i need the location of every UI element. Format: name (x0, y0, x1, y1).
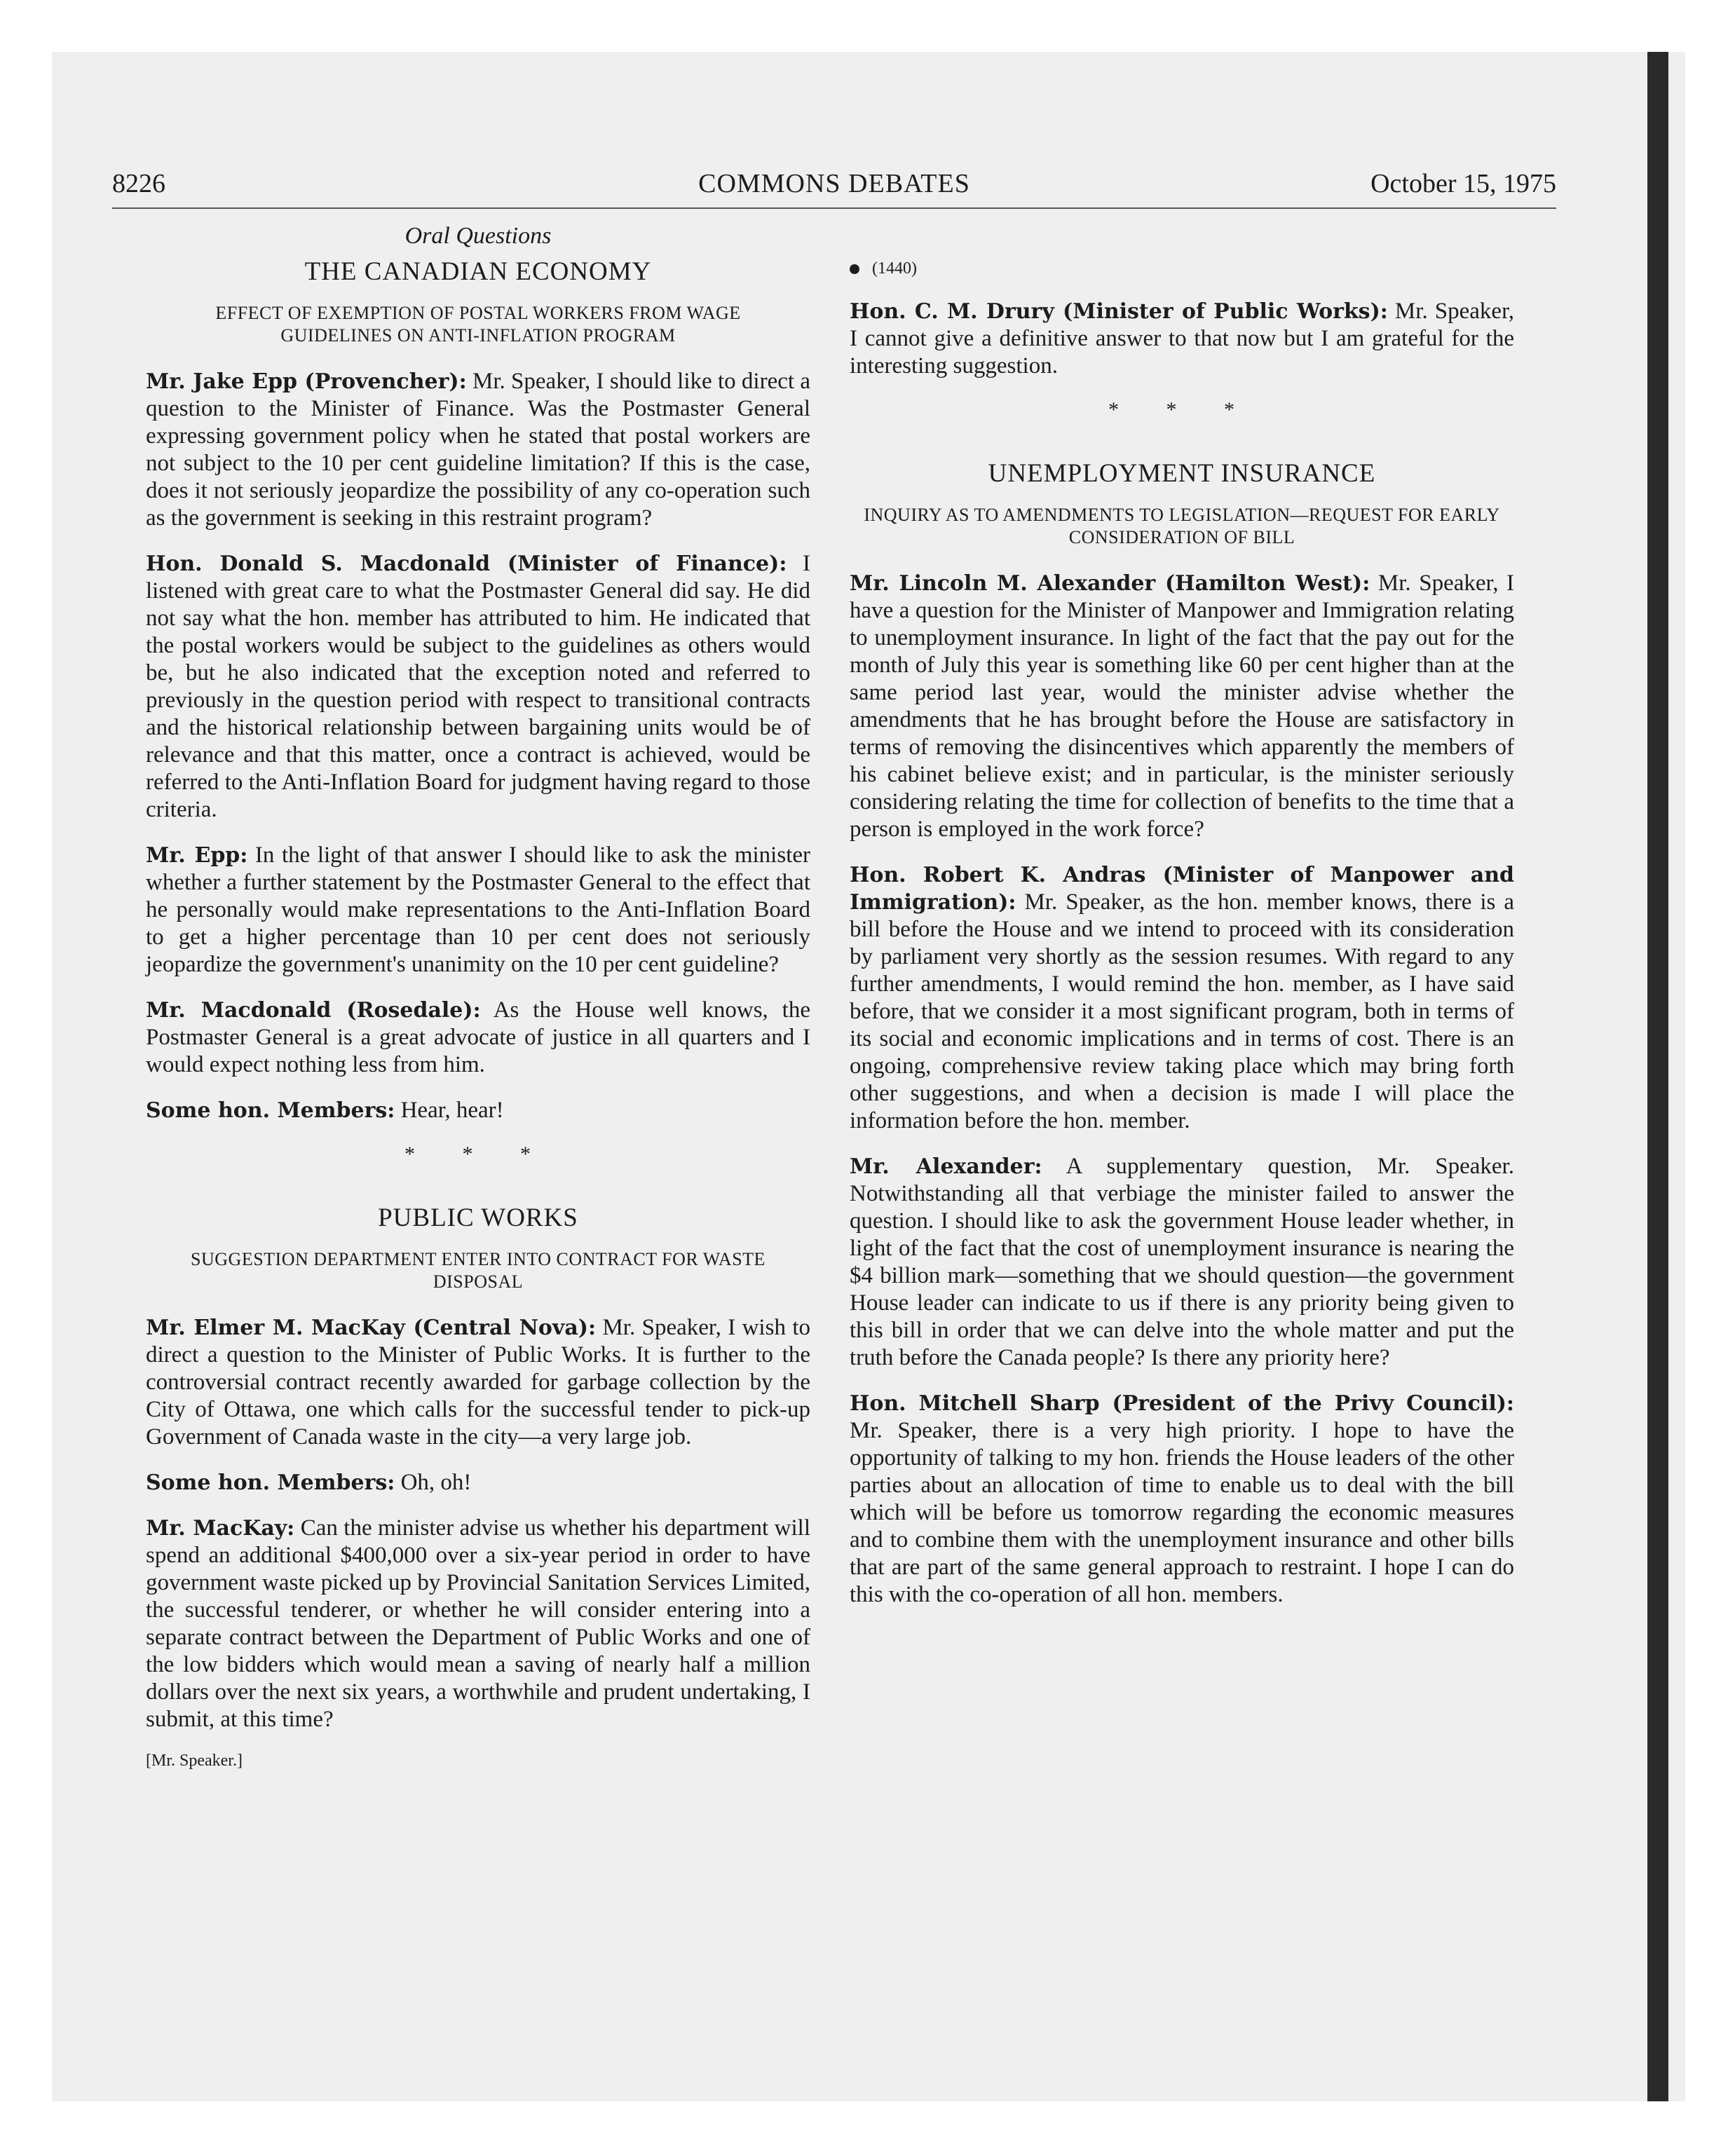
page-number: 8226 (112, 169, 165, 198)
topic-subheading: SUGGESTION DEPARTMENT ENTER INTO CONTRACT FOR WASTE DISPOSAL (191, 1249, 766, 1292)
speech-paragraph (146, 997, 810, 1079)
topic-heading: UNEMPLOYMENT INSURANCE (988, 459, 1376, 488)
speech-text: Mr. Speaker, I wish to direct a question to the Minister of Public Works. It is further to the controversial contract recently awarded for garbage collection by the City of Ottawa, one which calls for the successful tender to pick-up Government of Canada waste in the city—a very large job. (146, 1315, 810, 1449)
speech-text: Mr. Speaker, there is a very high priority. I hope to have the opportunity of talking to my hon. friends the House leaders of the other parties about an allocation of time to enable us to deal with the bill which will be before us tomorrow regarding the economic measures and to combine them with the unemployment insurance and other bills that are part of the same general approach to restraint. I hope I can do this with the co-operation of all hon. members. (850, 1418, 1514, 1607)
speaker-name: Mr. Elmer M. MacKay (Central Nova): (146, 1316, 597, 1340)
bullet-icon (850, 264, 859, 274)
section-label: Oral Questions (404, 223, 552, 249)
section-separator: * * * (404, 1142, 552, 1166)
speech-paragraph (146, 842, 810, 978)
topic-subheading: INQUIRY AS TO AMENDMENTS TO LEGISLATION—REQUEST FOR EARLY CONSIDERATION OF BILL (864, 505, 1500, 547)
publication-title: COMMONS DEBATES (698, 169, 970, 198)
speaker-name: Hon. C. M. Drury (Minister of Public Works): (850, 299, 1388, 324)
topic-heading: PUBLIC WORKS (378, 1203, 578, 1232)
speech-text: Mr. Speaker, as the hon. member knows, there is a bill before the House and we intend to proceed with its consideration by parliament very shortly as the session resumes. With regard to any further amendments, I would remind the hon. member, as I have said before, that we consider it a most significant program, both in terms of its social and economic implications and in terms of cost. There is an ongoing, comprehensive review taking place which may bring forth other suggestions, and when a decision is made I will place the information before the hon. member. (850, 889, 1514, 1133)
speaker-name: Mr. Lincoln M. Alexander (Hamilton West): (850, 571, 1370, 596)
speech-paragraph (146, 1097, 810, 1124)
section-separator: * * * (1108, 398, 1256, 421)
speech-paragraph (850, 1153, 1514, 1372)
speech-text: In the light of that answer I should like to ask the minister whether a further statement by the Postmaster General to the effect that he personally would make representations to the Anti-Inflation Board to get a higher percentage than 10 per cent does not seriously jeopardize the government's unanimity on the 10 per cent guideline? (146, 842, 810, 977)
running-header (112, 168, 1556, 209)
speech-paragraph (850, 570, 1514, 843)
speaker-name: Mr. Macdonald (Rosedale): (146, 998, 481, 1023)
speech-paragraph (146, 1515, 810, 1733)
publication-date: October 15, 1975 (1370, 169, 1556, 198)
speech-text: A supplementary question, Mr. Speaker. Notwithstanding all that verbiage the minister failed to answer the question. I should like to ask the government House leader whether, in light of the fact that the cost of unemployment insurance is nearing the $4 billion mark—something that we should question—the government House leader can indicate to us if there is any priority being given to this bill in order that we can delve into the whole matter and put the truth before the Canada people? Is there any priority here? (850, 1154, 1514, 1370)
speech-text: Mr. Speaker, I have a question for the Minister of Manpower and Immigration relating to unemployment insurance. In light of the fact that the pay out for the month of July this year is something like 60 per cent higher than at the same period last year, would the minister advise whether the amendments that he has brought before the House are satisfactory in terms of removing the disincentives which apparently the members of his cabinet believe exist; and in particular, is the minister seriously considering relating the time for collection of benefits to the time that a person is employed in the work force? (850, 571, 1515, 842)
speech-paragraph (146, 550, 810, 824)
time-marker-text: (1440) (872, 259, 917, 278)
speaker-name: Some hon. Members: (146, 1098, 395, 1123)
speech-text: Mr. Speaker, I should like to direct a question to the Minister of Finance. Was the Postmaster General expressing government policy when he stated that postal workers are not subject to the 10 per cent guideline limitation? If this is the case, does it not seriously jeopardize the possibility of any co-operation such as the government is seeking in this restraint program? (146, 369, 810, 531)
topic-subheading: EFFECT OF EXEMPTION OF POSTAL WORKERS FROM WAGE GUIDELINES ON ANTI-INFLATION PROGRAM (215, 303, 741, 346)
scan-edge-shadow (1647, 52, 1668, 2101)
speech-paragraph (146, 368, 810, 532)
speech-text: I listened with great care to what the Postmaster General did say. He did not say what the hon. member has attributed to him. He indicated that the postal workers would be subject to the guidelines as others would be, but he also indicated that the exception noted and referred to previously in the question period with respect to transitional contracts and the historical relationship between bargaining units would be of relevance and that this matter, once a contract is achieved, would be referred to the Anti-Inflation Board for judgment having regard to those criteria. (146, 551, 810, 822)
speech-text: Mr. Speaker, I cannot give a definitive answer to that now but I am grateful for the interesting suggestion. (850, 299, 1514, 378)
speech-paragraph (850, 861, 1514, 1135)
footer-note: [Mr. Speaker.] (146, 1752, 243, 1770)
speech-paragraph (850, 298, 1514, 380)
right-column (850, 223, 1514, 1627)
time-marker (850, 259, 1514, 278)
speaker-name: Mr. Jake Epp (Provencher): (146, 369, 467, 394)
speaker-name: Mr. MacKay: (146, 1516, 295, 1541)
speech-paragraph (850, 1390, 1514, 1609)
speech-text: Oh, oh! (395, 1470, 472, 1495)
speech-text: As the House well knows, the Postmaster General is a great advocate of justice in all quarters and I would expect nothing less from him. (146, 997, 810, 1077)
speech-paragraph (146, 1314, 810, 1451)
speaker-name: Hon. Mitchell Sharp (President of the Privy Council): (850, 1391, 1514, 1416)
speaker-name: Some hon. Members: (146, 1471, 395, 1495)
left-column (146, 223, 810, 1770)
topic-heading: THE CANADIAN ECONOMY (304, 257, 652, 286)
speech-paragraph (146, 1469, 810, 1496)
speaker-name: Hon. Donald S. Macdonald (Minister of Finance): (146, 552, 787, 576)
speech-text: Hear, hear! (395, 1098, 504, 1123)
speaker-name: Hon. Robert K. Andras (Minister of Manpower and Immigration): (850, 863, 1514, 915)
speech-text: Can the minister advise us whether his department will spend an additional $400,000 over a six-year period in order to have government waste picked up by Provincial Sanitation Services Limited, the successful tenderer, or whether he will consider entering into a separate contract between the Department of Public Works and one of the low bidders which would mean a saving of nearly half a million dollars over the next six years, a worthwhile and prudent undertaking, I submit, at this time? (146, 1515, 810, 1732)
speaker-name: Mr. Epp: (146, 843, 248, 868)
speaker-name: Mr. Alexander: (850, 1154, 1042, 1179)
